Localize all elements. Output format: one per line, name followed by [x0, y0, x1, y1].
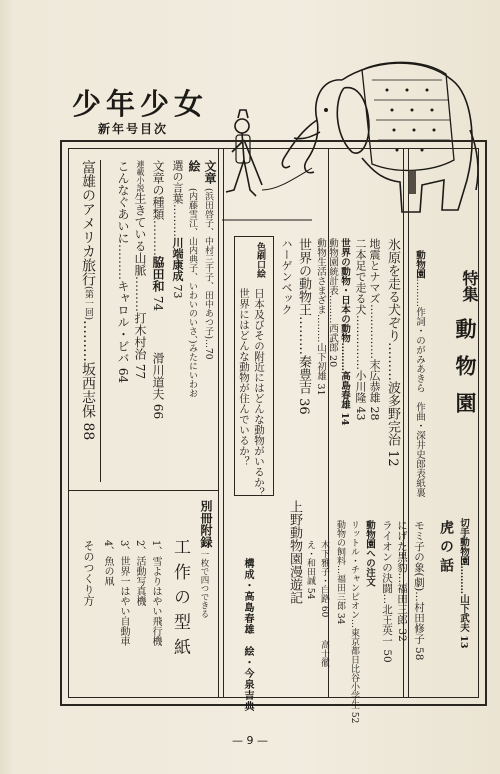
color-spread-label: 色刷口絵 — [255, 242, 265, 278]
ink-mark — [408, 170, 416, 194]
literature-credit-2: (内藤雪江、山内典子、いわいのいさ、)みたにいわお — [187, 188, 197, 398]
literature-label: 文章 — [203, 160, 217, 184]
literature-item-1: 文章の種類………脇田和 74 — [151, 160, 165, 312]
tora-item-6: 木下雅子・白路 60 — [319, 540, 329, 618]
literature-item-0: 選の言葉………川端康成 73 — [171, 160, 184, 299]
literature-item-3: 連載小説生きている山脈………打木村治 77 — [133, 160, 147, 380]
supplement-item-0: 1、雪よりはやい飛行機 — [150, 540, 161, 647]
supplement-item-4: そのつくり方 — [82, 540, 95, 606]
tora-item-4: リットル・チャンピオン…東京都日比谷小学生 52 — [349, 520, 359, 724]
special-item-0: 動物園………作詞・のがみあきら 作曲・深井史郎表紙裏 — [414, 250, 425, 497]
magazine-title: 少年少女 — [72, 87, 209, 121]
page-number: — 9 — — [232, 734, 268, 747]
issue-contents-label: 新年号目次 — [98, 122, 169, 136]
special-item-4: 世界の動物・日本の動物………高島春雄 14 — [339, 238, 350, 426]
tora-title: 虎の話 — [438, 520, 454, 577]
special-item-6: 動物生活さまざま………山下初雄 31 — [315, 238, 326, 396]
kirite-item: 切手動物園………山下武夫 13 — [458, 518, 469, 649]
special-label: 特集 — [460, 270, 479, 302]
special-item-8: ハーゲンベック — [280, 238, 293, 315]
mejiro-item: 富雄のアメリカ旅行(第一回)………坂西志保 88 — [80, 160, 96, 441]
supplement-title: 工作の型紙 — [170, 538, 190, 663]
tora-extra-authors: 高士徹 — [319, 640, 329, 667]
tora-item-0: モミ子の象(劇)…村田修子 58 — [413, 520, 425, 661]
tora-item-7: え・和田誠 54 — [305, 540, 315, 600]
special-item-1: 氷原を走る犬ぞり………波多野完治 12 — [385, 238, 400, 467]
supplement-label: 別冊附録 — [199, 500, 213, 548]
special-item-5: 動物園統計表………西武郎 20 — [327, 238, 338, 368]
ueno-credits: 構成・高島春雄 絵・今泉吉典 — [242, 558, 253, 712]
special-item-2: 地震とナマズ……………末広恭雄 28 — [368, 238, 381, 421]
literature-credit-1: (浜田啓子、中村三千子、田中あつ子)…70 — [203, 188, 213, 360]
tora-item-5: 動物の飼料…福田三郎 34 — [335, 520, 345, 625]
supplement-item-1: 2、活動写真機 — [134, 540, 145, 607]
konnagu-item: こんなぐあいに………キャロル・ビバ 64 — [116, 160, 130, 384]
literature-item-2: 滑川道夫 66 — [151, 352, 165, 420]
special-item-3: 二本足で走る犬……………小川隆 43 — [354, 238, 367, 421]
literature-label-2: 絵 — [187, 160, 201, 172]
mejiro-rule — [100, 160, 101, 482]
color-spread-line-2: 世界にはどんな動物が住んでいるか？ — [238, 288, 250, 467]
special-title: 動物園 — [453, 318, 478, 429]
supplement-item-3: 4、魚の凧 — [102, 540, 113, 587]
supplement-item-2: 3、世界一はやい自動車 — [118, 540, 129, 647]
supplement-subtitle: 一枚で四つできる — [199, 550, 209, 618]
ueno-title: 上野動物園漫遊記 — [287, 500, 302, 604]
color-spread-line-1: 日本及びその附近にはどんな動物がいるか？ — [253, 288, 265, 498]
tora-item-2: ライオンの決闘…北王英一 50 — [381, 520, 393, 663]
tora-item-3: 動物園への注文 — [364, 520, 375, 587]
tora-item-1: にげた黒豹…福田三郎 32 — [396, 520, 408, 642]
special-item-7: 世界の動物王………秦豊吉 36 — [296, 238, 311, 415]
